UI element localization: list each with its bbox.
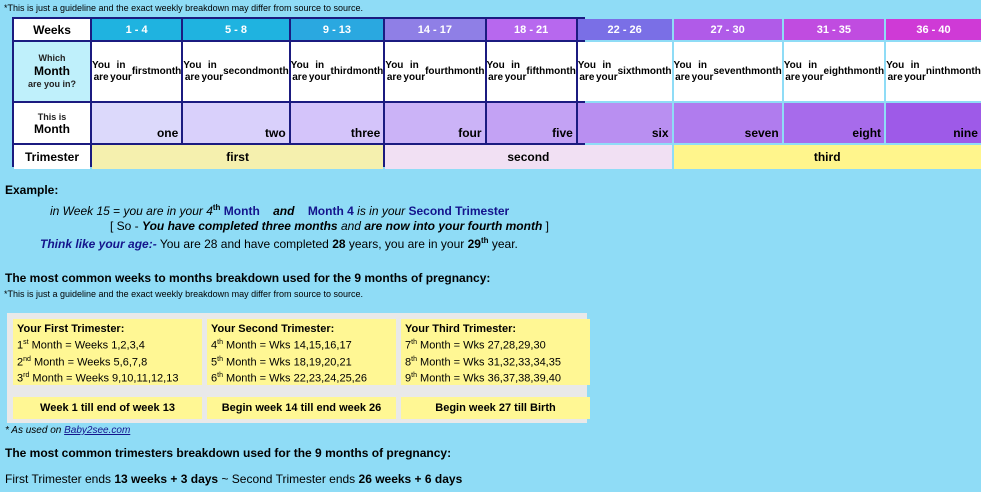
row-sup: th (411, 339, 417, 346)
trimester-box (13, 319, 202, 385)
month-desc-line: You are (673, 59, 692, 83)
month-desc-line: in your (691, 59, 714, 83)
example-second-trimester: Second Trimester (408, 204, 510, 218)
second-ends-label: ~ Second Trimester ends (218, 472, 359, 486)
month-desc-line: first (131, 65, 151, 77)
row-num: 7 (405, 339, 412, 352)
month-desc-line: month (640, 65, 672, 77)
month-number: one (92, 103, 181, 143)
month-number: five (487, 103, 576, 143)
trimester-cell: first (92, 145, 383, 169)
trimester-box-row (211, 369, 392, 386)
month-desc-line: You are (486, 59, 505, 83)
weeks-label: Weeks (14, 19, 90, 40)
month-desc-line: eighth (823, 65, 854, 77)
row-sup: th (411, 355, 417, 363)
second-ends-value: 26 weeks + 6 days (358, 472, 463, 486)
example-bracket-open: [ So - (110, 219, 143, 233)
example-sup: th (212, 203, 221, 212)
example-line-2 (110, 219, 549, 233)
row-text: Month = Wks 36,37,38,39,40 (416, 372, 561, 385)
month-number: seven (674, 103, 782, 143)
row-sup: rd (23, 372, 30, 380)
month-desc-line: month (150, 65, 182, 77)
month-desc-line: You are (886, 59, 905, 83)
trimester-box-row (405, 336, 586, 353)
row-num: 1 (17, 339, 24, 352)
month-desc-line: You are (577, 59, 596, 83)
weeks-range-header: 27 - 30 (674, 19, 782, 40)
weeks-range-header: 5 - 8 (183, 19, 288, 40)
think-age-label: Think like your age:- (40, 237, 157, 251)
month-desc-line: fifth (526, 65, 546, 77)
row-num: 4 (211, 339, 218, 352)
month-desc-line: You are (290, 59, 309, 83)
month-desc-line: month (853, 65, 885, 77)
example-equals: = (109, 204, 124, 218)
month-desc-line: ninth (925, 65, 951, 77)
example-line-3 (40, 236, 518, 251)
trimester-box-title: Your Second Trimester: (211, 323, 335, 335)
this-line1: This is (37, 112, 67, 122)
as-used-note (5, 425, 130, 436)
month-desc-line: You are (385, 59, 404, 83)
row-sup: th (411, 372, 417, 380)
example-month-text: you are in your 4 (123, 204, 213, 218)
month-description (578, 42, 672, 101)
row-sup: th (217, 355, 223, 363)
trimester-box-row (211, 336, 392, 353)
month-description (291, 42, 384, 101)
month-desc-line: third (330, 65, 353, 77)
trimester-box (207, 319, 396, 385)
example-line-1 (50, 203, 509, 218)
row-num: 2 (17, 356, 24, 369)
month-desc-line: You are (92, 59, 111, 83)
trimester-box-title: Your First Trimester: (17, 323, 125, 335)
month-desc-line: in your (308, 59, 331, 83)
this-month-label (14, 103, 90, 143)
month-description (385, 42, 484, 101)
month-desc-line: in your (595, 59, 618, 83)
month-number: four (385, 103, 484, 143)
row-num: 8 (405, 356, 412, 369)
trimester-box-row (17, 336, 198, 353)
month-grid (12, 17, 981, 167)
age-28: 28 (332, 237, 346, 251)
trimesters-title: The most common trimesters breakdown used for the 9 months of pregnancy: (5, 446, 452, 460)
age-sup: th (480, 236, 489, 245)
trimester-box (401, 319, 590, 385)
month-description (674, 42, 782, 101)
row-num: 6 (211, 372, 218, 385)
trimester-box-range: Begin week 27 till Birth (401, 397, 590, 419)
first-ends-label: First Trimester ends (5, 472, 115, 486)
trimester-breakdown (7, 313, 587, 423)
row-text: Month = Wks 27,28,29,30 (416, 339, 546, 352)
example-month4: Month 4 (307, 204, 354, 218)
row-num: 3 (17, 372, 24, 385)
row-num: 5 (211, 356, 218, 369)
weeks-range-header: 18 - 21 (487, 19, 576, 40)
month-number: eight (784, 103, 884, 143)
example-bracket-close: ] (542, 219, 549, 233)
example-title: Example: (5, 183, 59, 197)
trimester-box-range: Begin week 14 till end week 26 (207, 397, 396, 419)
row-text: Month = Weeks 1,2,3,4 (28, 339, 145, 352)
month-desc-line: fourth (425, 65, 454, 77)
trimester-end-line (5, 472, 462, 486)
month-desc-line: You are (783, 59, 802, 83)
example-is-in: is in your (353, 204, 409, 218)
month-desc-line: in your (801, 59, 824, 83)
month-desc-line: in your (403, 59, 426, 83)
month-desc-line: in your (504, 59, 527, 83)
month-desc-line: month (352, 65, 384, 77)
month-desc-line: in your (110, 59, 132, 83)
as-used-prefix: * As used on (5, 425, 65, 436)
row-sup: th (217, 339, 223, 346)
month-number: nine (886, 103, 981, 143)
month-desc-line: in your (904, 59, 926, 83)
month-number: three (291, 103, 384, 143)
month-desc-line: You are (183, 59, 202, 83)
row-text: Month = Wks 18,19,20,21 (222, 356, 352, 369)
trimester-label: Trimester (14, 145, 90, 169)
weeks-range-header: 1 - 4 (92, 19, 181, 40)
trimester-box-range: Week 1 till end of week 13 (13, 397, 202, 419)
baby2see-link[interactable]: Baby2see.com (64, 425, 131, 436)
this-line2: Month (34, 122, 70, 136)
trimester-box-title: Your Third Trimester: (405, 323, 517, 335)
month-description (92, 42, 181, 101)
row-text: Month = Wks 14,15,16,17 (222, 339, 352, 352)
month-desc-line: sixth (617, 65, 641, 77)
trimester-box-row (17, 369, 198, 386)
age-text-a: You are 28 and have completed (156, 237, 333, 251)
row-sup: st (23, 339, 29, 346)
example-and: and (273, 204, 295, 218)
month-desc-line: in your (201, 59, 224, 83)
which-line2: Month (34, 64, 70, 78)
trimester-box-row (17, 353, 198, 370)
first-ends-value: 13 weeks + 3 days (114, 472, 219, 486)
trimester-box-row (405, 353, 586, 370)
trimester-cell: third (674, 145, 981, 169)
example-fourth: are now into your fourth month (364, 219, 543, 233)
row-text: Month = Wks 22,23,24,25,26 (222, 372, 367, 385)
guideline-note: *This is just a guideline and the exact weekly breakdown may differ from source to source. (4, 3, 364, 13)
month-number: two (183, 103, 288, 143)
breakdown-note: *This is just a guideline and the exact weekly breakdown may differ from source to source. (4, 289, 364, 299)
month-number: six (578, 103, 672, 143)
month-desc-line: month (751, 65, 782, 77)
row-text: Month = Wks 31,32,33,34,35 (416, 356, 561, 369)
trimester-cell: second (385, 145, 671, 169)
which-line3: are you in? (27, 79, 76, 89)
row-num: 9 (405, 372, 412, 385)
trimester-box-row (211, 353, 392, 370)
row-text: Month = Weeks 9,10,11,12,13 (29, 372, 179, 385)
month-desc-line: seventh (713, 65, 752, 77)
month-desc-line: month (545, 65, 576, 77)
example-completed: You have completed three months (142, 219, 338, 233)
row-sup: th (217, 372, 223, 380)
weeks-range-header: 14 - 17 (385, 19, 484, 40)
weeks-range-header: 22 - 26 (578, 19, 672, 40)
which-month-label (14, 42, 90, 101)
month-description (784, 42, 884, 101)
age-29: 29 (467, 237, 481, 251)
month-description (183, 42, 288, 101)
month-desc-line: month (950, 65, 981, 77)
breakdown-title: The most common weeks to months breakdown used for the 9 months of pregnancy: (5, 271, 491, 285)
age-text-b: years, you are in your (345, 237, 468, 251)
month-desc-line: month (258, 65, 289, 77)
weeks-range-header: 9 - 13 (291, 19, 384, 40)
example-month-word: Month (220, 204, 260, 218)
row-text: Month = Weeks 5,6,7,8 (30, 356, 148, 369)
trimester-box-row (405, 369, 586, 386)
month-description (886, 42, 981, 101)
example-and2: and (337, 219, 365, 233)
which-line1: Which (38, 53, 66, 63)
row-sup: nd (23, 355, 31, 363)
weeks-range-header: 36 - 40 (886, 19, 981, 40)
month-desc-line: month (453, 65, 485, 77)
age-text-c: year. (488, 237, 518, 251)
month-desc-line: second (223, 65, 259, 77)
example-week: in Week 15 (50, 204, 110, 218)
weeks-range-header: 31 - 35 (784, 19, 884, 40)
month-description (487, 42, 576, 101)
